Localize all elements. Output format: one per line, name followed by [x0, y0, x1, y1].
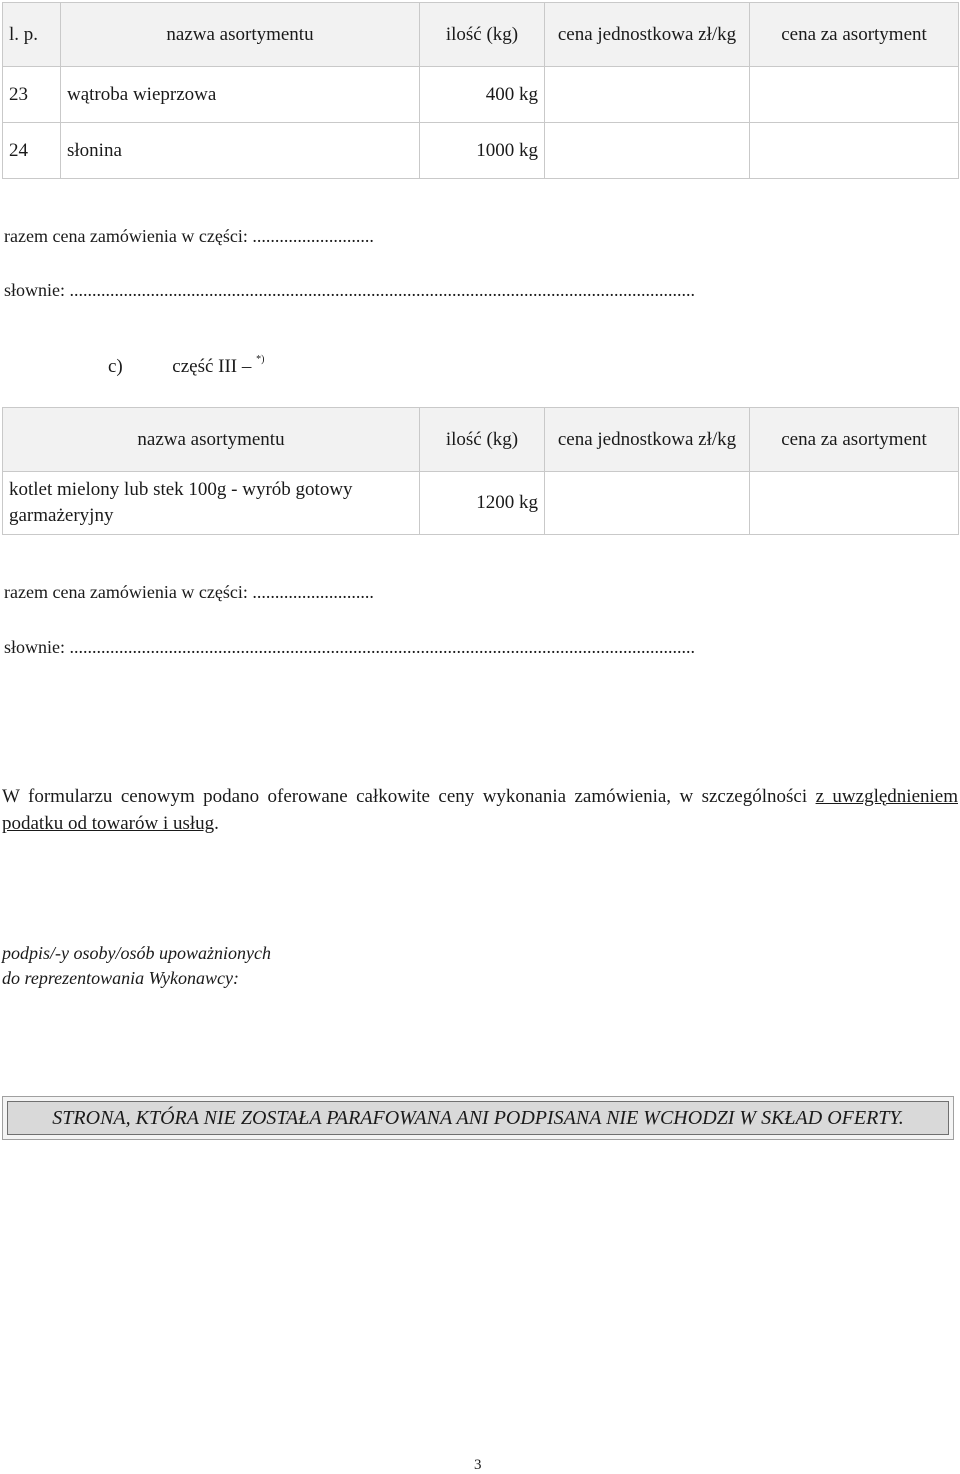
price-table-part-2 [2, 2, 959, 179]
footnote-mark: *) [256, 354, 265, 365]
cell-unit-price[interactable] [545, 123, 750, 179]
signature-block [2, 941, 271, 991]
cell-qty: 400 kg [420, 67, 545, 123]
cell-total[interactable] [750, 472, 959, 535]
cell-lp: 23 [3, 67, 61, 123]
cell-name: kotlet mielony lub stek 100g - wyrób gotowy garmażeryjny [3, 472, 420, 535]
header-total: cena za asortyment [750, 3, 959, 67]
page-number: 3 [474, 1457, 482, 1473]
header-total: cena za asortyment [750, 408, 959, 472]
signature-line-2: do reprezentowania Wykonawcy: [2, 968, 239, 988]
cell-total[interactable] [750, 123, 959, 179]
header-unit-price: cena jednostkowa zł/kg [545, 3, 750, 67]
statement-end: . [214, 813, 219, 834]
total-price-line-2: razem cena zamówienia w części: ........................... [4, 582, 374, 602]
cell-name: wątroba wieprzowa [61, 67, 420, 123]
cell-qty: 1000 kg [420, 123, 545, 179]
statement-underlined: z uwzględnieniem podatku od towarów i usług [2, 786, 958, 834]
offer-warning-banner: STRONA, KTÓRA NIE ZOSTAŁA PARAFOWANA ANI PODPISANA NIE WCHODZI W SKŁAD OFERTY. [7, 1101, 949, 1135]
header-qty: ilość (kg) [420, 408, 545, 472]
cell-name: słonina [61, 123, 420, 179]
section-label: c) [108, 356, 123, 377]
table-row [3, 123, 959, 179]
price-table-part-3 [2, 407, 959, 535]
amount-in-words-line-2: słownie: ........................................................................................................................................... [4, 637, 695, 657]
header-name: nazwa asortymentu [61, 3, 420, 67]
table-row [3, 67, 959, 123]
cell-lp: 24 [3, 123, 61, 179]
signature-line-1: podpis/-y osoby/osób upoważnionych [2, 943, 271, 963]
section-title: część III [172, 356, 238, 377]
total-price-line-1: razem cena zamówienia w części: ........................... [4, 226, 374, 246]
section-heading-c: c) część III – *) [108, 354, 265, 377]
cell-unit-price[interactable] [545, 472, 750, 535]
table-header-row [3, 408, 959, 472]
table-row [3, 472, 959, 535]
header-name: nazwa asortymentu [3, 408, 420, 472]
header-unit-price: cena jednostkowa zł/kg [545, 408, 750, 472]
offer-warning-frame [2, 1096, 954, 1140]
cell-unit-price[interactable] [545, 67, 750, 123]
price-statement [2, 783, 958, 837]
statement-text: W formularzu cenowym podano oferowane całkowite ceny wykonania zamówienia, w szczególności [2, 786, 808, 807]
header-qty: ilość (kg) [420, 3, 545, 67]
cell-qty: 1200 kg [420, 472, 545, 535]
cell-total[interactable] [750, 67, 959, 123]
table-header-row [3, 3, 959, 67]
header-lp: l. p. [3, 3, 61, 67]
amount-in-words-line-1: słownie: ........................................................................................................................................... [4, 280, 695, 300]
